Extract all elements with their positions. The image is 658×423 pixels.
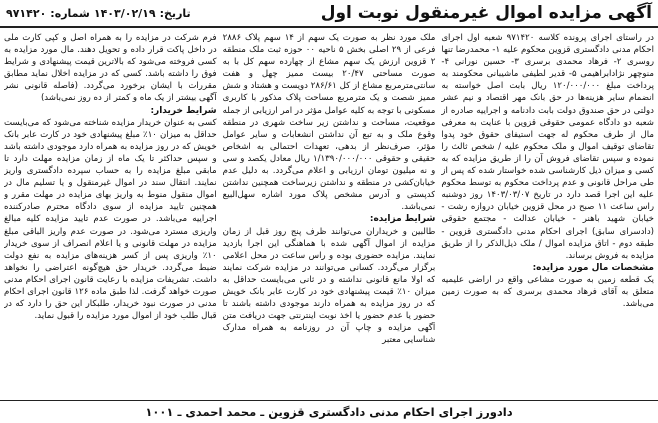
header-divider	[0, 26, 658, 28]
property-specs-title: مشخصات مال مورد مزایده:	[532, 262, 654, 273]
column-middle	[223, 32, 436, 398]
notice-date: ۱۴۰۳/۰۲/۱۹	[93, 6, 156, 20]
auction-conditions-title: شرایط مزایده:	[369, 214, 436, 225]
column-middle-paragraph: ملک مورد نظر به صورت یک سهم از ۱۴ سهم پلاک ۲۸۸۶ فرعی از ۲۹ اصلی بخش ۵ ناحیه ۰۰ حوزه ثبت ملک منطقه ۲ قزوین ارزش یک سهم مشاع از چهارده سهم کل با به صورت مساحتی ۲۰/۴۷ بیست ممیز چهل و هفت سانتی‌مترمربع مشاع از کل ۲۸۶/۶۱ دویست و هشتاد و شش ممیز شصت و یک مترمربع مساحت پلاک مذکور با کاربری مسکونی با توجه به کلیه عوامل مؤثر در امر ارزیابی از جمله موقعیت، مساحت و نداشتن زیر ساخت شهری در منطقه وقوع ملک و به تبع آن نداشتن انشعابات و سایر عوامل مؤثر، صرف‌نظر از بدهی، تعهدات احتمالی به اشخاص حقیقی و حقوقی ۱/۱۳۹۰/۰۰۰/۰۰۰ ریال معادل یکصد و سی و نه میلیون تومان ارزیابی و اعلام می‌گردد. به دلیل عدم خیابان‌کشی در منطقه و نداشتن زیرساخت همچنین نداشتن کدپستی و آدرس مشخص پلاک مورد اشاره سهل‌البیع نمی‌باشد.	[222, 33, 436, 213]
notice-columns	[4, 32, 654, 398]
auction-conditions-text: طالبین و خریداران می‌توانند ظرف پنج روز قبل از زمان مزایده از اموال آگهی شده با هماهنگی این اجرا بازدید نمایند. مزایده حضوری بوده و راس ساعت در محل اعلامی برگزار می‌گردد. کسانی می‌توانند در مزایده شرکت نمایند که اولا مانع قانونی نداشته و در ثانی می‌بایست حداقل به میزان ۱۰٪ قیمت پیشنهادی خود در کارت عابر بانک خویش که در روز مزایده به همراه دارند موجودی داشته باشند تا حضور یا عدم حضور یا اخذ نوبت اینترنتی جهت دریافت متن آگهی مزایده و چاپ آن در روزنامه به همراه مدارک شناسایی معتبر	[222, 226, 436, 346]
buyer-conditions-text: کسی به عنوان خریدار مزایده شناخته می‌شود که می‌بایست حداقل به میزان ۱۰٪ مبلغ پیشنهادی خود در کارت عابر بانک خویش که در روز مزایده به همراه دارد موجودی داشته باشد و سپس حداکثر تا یک ماه از زمان مزایده مهلت دارد تا مابقی مبلغ مزایده را به حساب سپرده دادگستری واریز نمایند. انتقال سند در اموال غیرمنقول و یا تسلیم مال در اموال منقول منوط به واریز بهای مزایده در مهلت مقرر و همچنین تایید مزایده از سوی دادگاه محترم صادرکننده اجراییه می‌باشد. در صورت عدم تایید مزایده کلیه مبالغ واریزی مسترد می‌شود. در صورت عدم واریز الباقی مبلغ مزایده در مهلت قانونی و یا اعلام انصراف از سوی خریدار ۱۰٪ واریزی پس از کسر هزینه‌های مزایده به نفع دولت ضبط می‌گردد. خریدار حق هیچ‌گونه اعتراضی را نخواهد داشت. تشریفات مزایده با رعایت قانون اجرای احکام مدنی صورت خواهد گرفت. لذا طبق ماده ۱۲۶ قانون اجرای احکام مدنی در صورت نبود خریدار، طلبکار این حق را دارد که در قبال طلب خود از اموال مورد مزایده را قبول نماید.	[3, 117, 217, 322]
column-right	[441, 32, 654, 398]
notice-number: ۹۷۱۴۲۰	[6, 6, 47, 20]
column-right-paragraph: در راستای اجرای پرونده کلاسه ۹۷۱۴۲۰ شعبه اول اجرای احکام مدنی دادگستری قزوین محکوم علیه ۱- محمدرضا تنها روسری ۲- فرهاد محمدی برسری ۳- حسین نورانی ۴- منوچهر نژادابراهیمی ۵- قدیر لطیفی ماشیبانی محکومند به پرداخت مبلغ ۱۲۰/۰۰۰/۰۰۰ ریال بابت اصل خواسته به انضمام سایر هزینه‌ها در حق بانک مهر اقتصاد و نیم عشر دولتی در حق صندوق دولت بابت دادنامه و اجراییه صادره از شعبه دو دادگاه عمومی حقوقی قزوین با عنایت به معرفی مال از طرف محکوم له جهت استیفای حقوق خود پدوا تقاضای توقیف اموال و ملک محکوم علیه / شخص ثالث را نموده و سپس تقاضای فروش آن را از طریق مزایده که به کسی و میزان ذیل کارشناسی شده خواستار شده که پس از طی مراحل قانونی و عدم پرداخت محکوم به توسط محکوم علیه این اجرا قصد دارد در تاریخ ۱۴۰۳/۰۳/۰۷ روز دوشنبه راس ساعت ۱۱ صبح در محل قزوین خیابان دروازه رشت - خیابان شهید باهنر - خیابان عدالت - مجتمع حقوقی (دادسرای سابق) اجرای احکام مدنی دادگستری قزوین - طبقه دوم - اتاق مزایده اموال / ملک ذیل‌الذکر را از طریق مزایده به فروش برساند.	[441, 33, 654, 261]
number-label: شماره:	[50, 6, 90, 20]
notice-signature: دادورز اجرای احکام مدنی دادگستری قزوین ـ محمد احمدی ـ ۱۰۰۱	[145, 405, 513, 419]
date-label: تاریخ:	[159, 6, 191, 20]
notice-meta	[6, 7, 191, 20]
column-left	[4, 32, 217, 398]
property-specs-text: یک قطعه زمین به صورت مشاعی واقع در اراضی علیمیه متعلق به آقای فرهاد محمدی برسری که به صورت زمین می‌باشد.	[441, 274, 654, 310]
notice-title: آگهی مزایده اموال غیرمنقول نوبت اول	[320, 3, 652, 23]
buyer-conditions-title: شرایط خریدار:	[150, 105, 217, 116]
footer-divider	[0, 400, 658, 401]
notice-header	[0, 0, 658, 26]
column-left-paragraph: فرم شرکت در مزایده را به همراه اصل و کپی کارت ملی در داخل پاکت قرار داده و تحویل دهند. مال مورد مزایده به کسی فروخته می‌شود که بالاترین قیمت پیشنهادی و شرایط فوق را داشته باشد. کسی که در مزایده اخلال نماید مطابق مقررات با ایشان برخورد می‌گردد. (فاصله قانونی نشر آگهی بیشتر از یک ماه و کمتر از ده روز نمی‌باشد)	[3, 33, 217, 104]
